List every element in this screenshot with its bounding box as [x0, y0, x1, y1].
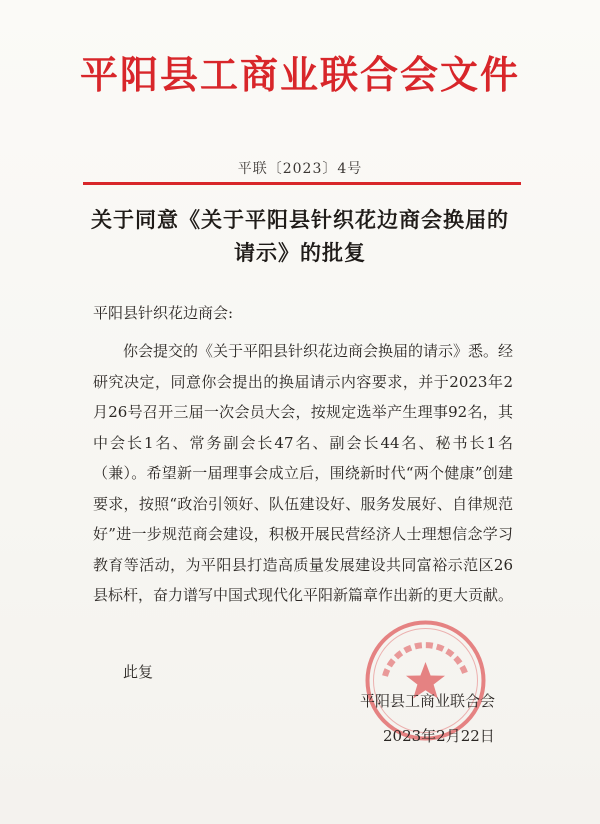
document-title-line2: 请示》的批复 — [234, 241, 366, 265]
document-number: 平联〔2023〕4号 — [237, 161, 363, 177]
document-title — [70, 204, 530, 270]
addressee: 平阳县针织花边商会: — [93, 304, 234, 322]
document-title-line1: 关于同意《关于平阳县针织花边商会换届的 — [91, 208, 509, 232]
signature-date: 2023年2月22日 — [383, 727, 495, 745]
document-header-title: 平阳县工商业联合会文件 — [79, 53, 520, 97]
closing-remark: 此复 — [123, 663, 154, 681]
signature-organization: 平阳县工商业联合会 — [360, 692, 496, 710]
red-divider — [83, 182, 521, 185]
letter-body: 你会提交的《关于平阳县针织花边商会换届的请示》悉。经研究决定，同意你会提出的换届请示内容要求，并于2023年2月26号召开三届一次会员大会，按规定选举产生理事92名，其中会长1名、常务副会长47名、副会长44名、秘书长1名（兼）。希望新一届理事会成立后，围绕新时代“两个健康”创建要求，按照“政治引领好、队伍建设好、服务发展好、自律规范好”进一步规范商会建设，积极开展民营经济人士理想信念学习教育等活动，为平阳县打造高质量发展建设共同富裕示范区26县标杆，奋力谱写中国式现代化平阳新篇章作出新的更大贡献。 — [93, 342, 514, 604]
